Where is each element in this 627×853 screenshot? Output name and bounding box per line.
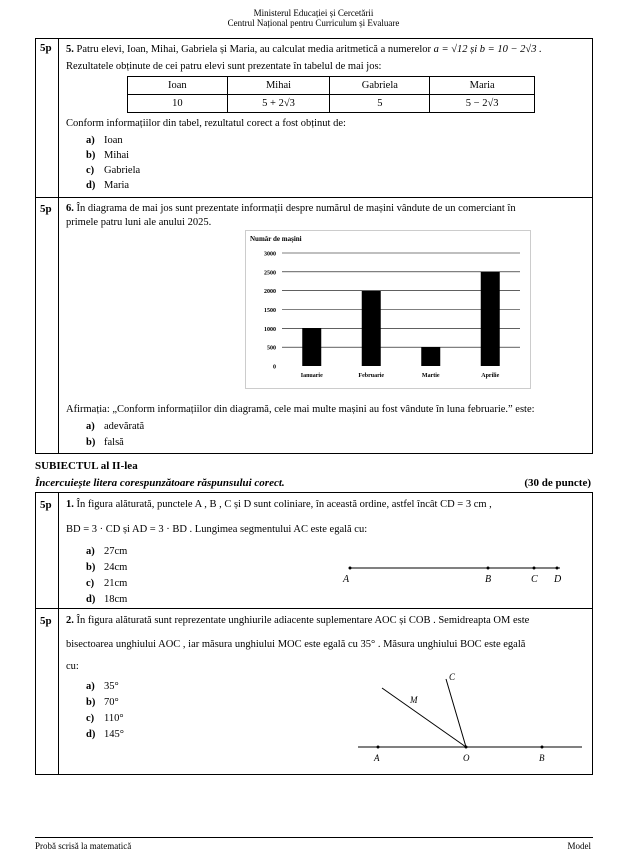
- ray-om: [382, 688, 466, 747]
- option-letter: a): [86, 546, 95, 557]
- s2q1-divider: [58, 492, 59, 609]
- y-tick-label: 500: [267, 345, 276, 352]
- s2q2-text-b: bisectoarea unghiului AOC , iar măsura unghiului MOC este egală cu 35° . Măsura unghiului BOC este egală: [66, 639, 526, 650]
- table-value-cell: 5 + 2√3: [227, 95, 330, 113]
- q6-divider: [58, 197, 59, 454]
- s2q2-text-a: În figura alăturată sunt reprezentate unghiurile adiacente suplementare AOC și COB . Semidreapta OM este: [76, 615, 530, 626]
- option-text: 35°: [104, 681, 119, 692]
- label-b: B: [485, 574, 492, 585]
- q5-divider: [58, 38, 59, 198]
- y-tick-label: 1500: [264, 308, 276, 314]
- table-header-cell: Ioan: [128, 77, 228, 95]
- option-letter: c): [86, 165, 95, 176]
- table-value-cell: 5 − 2√3: [430, 95, 535, 113]
- s2q1-points: 5p: [40, 499, 52, 511]
- table-value-cell: 10: [128, 95, 228, 113]
- option-letter: c): [86, 713, 95, 724]
- label-o: O: [463, 753, 470, 763]
- option-letter: a): [86, 421, 95, 432]
- s2q1-option-a[interactable]: [86, 545, 127, 558]
- x-tick-label: Martie: [421, 373, 440, 379]
- option-text: Mihai: [104, 150, 130, 161]
- q5-number: 5.: [66, 44, 74, 55]
- results-table: [127, 76, 535, 113]
- y-tick-label: 0: [273, 364, 276, 371]
- option-letter: b): [86, 150, 96, 161]
- s2q2-number: 2.: [66, 615, 74, 626]
- s2q2-option-a[interactable]: [86, 680, 119, 693]
- point-o: [465, 746, 468, 749]
- point-b: [541, 746, 544, 749]
- option-letter: b): [86, 562, 96, 573]
- option-text: Maria: [104, 180, 130, 191]
- s2q2-divider: [58, 608, 59, 775]
- option-letter: d): [86, 729, 96, 740]
- q6-number: 6.: [66, 203, 74, 214]
- q5-question: Conform informațiilor din tabel, rezultatul corect a fost obținut de:: [66, 118, 346, 129]
- bar-martie: [421, 347, 440, 366]
- ray-oc: [446, 679, 466, 747]
- s2q2-statement: [66, 614, 588, 627]
- q6-text-a: În diagrama de mai jos sunt prezentate informații despre numărul de mașini vândute de un comerciant în: [76, 203, 516, 214]
- s2q2-option-c[interactable]: [86, 712, 124, 725]
- q6-statement: [66, 202, 588, 215]
- option-text: Gabriela: [104, 165, 141, 176]
- q5-text-a: Patru elevi, Ioan, Mihai, Gabriela și Maria, au calculat media aritmetică a numerelor: [76, 44, 432, 55]
- section-instruction: Încercuiește litera corespunzătoare răspunsului corect.: [35, 477, 285, 489]
- y-tick-label: 2500: [264, 270, 276, 277]
- s2q1-option-d[interactable]: [86, 593, 127, 606]
- label-a: A: [343, 574, 350, 585]
- q6-option-b[interactable]: [86, 436, 124, 449]
- q5-option-c[interactable]: [86, 164, 140, 177]
- footer-rule: [35, 837, 593, 838]
- label-d: D: [554, 574, 562, 585]
- s2q1-option-b[interactable]: [86, 561, 127, 574]
- segment-figure: [335, 558, 575, 588]
- y-tick-label: 2000: [264, 289, 276, 296]
- chart-ylabel: Număr de mașini: [250, 235, 302, 243]
- bar-aprilie: [481, 272, 500, 366]
- s2q1-text-a: În figura alăturată, punctele A , B , C și D sunt coliniare, în această ordine, astfel încât CD = 3 cm ,: [76, 499, 492, 510]
- s2q2-points: 5p: [40, 615, 52, 627]
- q6-statement-claim: Afirmația: „Conform informațiilor din diagramă, cele mai multe mașini au fost vândute în luna februarie.” este:: [66, 404, 535, 415]
- label-c: C: [449, 672, 456, 682]
- option-letter: b): [86, 437, 96, 448]
- option-letter: d): [86, 180, 96, 191]
- label-m: M: [410, 695, 418, 705]
- bar-februarie: [362, 291, 381, 366]
- q5-points: 5p: [40, 42, 52, 54]
- x-tick-label: Aprilie: [481, 373, 500, 379]
- ministry-name: Ministerul Educației și Cercetării: [253, 8, 374, 18]
- label-c: C: [531, 574, 538, 585]
- q6-points: 5p: [40, 203, 52, 215]
- q5-formula: a = √12 și b = 10 − 2√3 .: [433, 44, 542, 55]
- q5-option-d[interactable]: [86, 179, 129, 192]
- y-tick-label: 3000: [264, 251, 276, 258]
- option-text: Ioan: [104, 135, 123, 146]
- point-a: [349, 567, 352, 570]
- q6-option-a[interactable]: [86, 420, 144, 433]
- option-text: 18cm: [104, 594, 128, 605]
- option-text: 27cm: [104, 546, 128, 557]
- bar-chart: [246, 231, 530, 388]
- s2q1-text-b: BD = 3 · CD și AD = 3 · BD . Lungimea segmentului AC este egală cu:: [66, 524, 368, 535]
- q6-text-b: primele patru luni ale anului 2025.: [66, 217, 212, 228]
- footer-right: Model: [567, 841, 591, 851]
- option-text: 24cm: [104, 562, 128, 573]
- q5-statement: [66, 43, 586, 56]
- s2q1-number: 1.: [66, 499, 74, 510]
- option-letter: c): [86, 578, 95, 589]
- angle-figure: [350, 665, 590, 770]
- option-text: falsă: [104, 437, 124, 448]
- section-title: SUBIECTUL al II-lea: [35, 460, 138, 472]
- center-name: Centrul Național pentru Curriculum și Evaluare: [227, 18, 400, 28]
- option-letter: a): [86, 681, 95, 692]
- bar-ianuarie: [302, 328, 321, 366]
- option-text: 110°: [104, 713, 124, 724]
- option-letter: d): [86, 594, 96, 605]
- point-c: [533, 567, 536, 570]
- option-letter: b): [86, 697, 96, 708]
- y-tick-label: 1000: [264, 326, 276, 333]
- q5-option-a[interactable]: [86, 134, 123, 147]
- table-header-cell: Maria: [430, 77, 535, 95]
- section-points: (30 de puncte): [524, 477, 591, 489]
- table-value-cell: 5: [330, 95, 430, 113]
- option-text: 145°: [104, 729, 124, 740]
- point-b: [487, 567, 490, 570]
- x-tick-label: Februarie: [358, 373, 385, 379]
- s2q1-statement: [66, 498, 588, 511]
- label-b: B: [539, 753, 545, 763]
- x-tick-label: Ianuarie: [300, 373, 323, 379]
- table-header-cell: Gabriela: [330, 77, 430, 95]
- option-text: 21cm: [104, 578, 128, 589]
- s2q2-text-c: cu:: [66, 661, 79, 672]
- q5-option-b[interactable]: [86, 149, 129, 162]
- table-header-cell: Mihai: [227, 77, 330, 95]
- option-text: adevărată: [104, 421, 145, 432]
- s2q2-option-d[interactable]: [86, 728, 124, 741]
- chart-frame: [245, 230, 531, 389]
- label-a: A: [374, 753, 380, 763]
- footer-left: Probă scrisă la matematică: [35, 841, 132, 851]
- s2q2-option-b[interactable]: [86, 696, 119, 709]
- option-letter: a): [86, 135, 95, 146]
- s2q1-option-c[interactable]: [86, 577, 127, 590]
- q5-text-b: Rezultatele obținute de cei patru elevi sunt prezentate în tabelul de mai jos:: [66, 61, 382, 72]
- option-text: 70°: [104, 697, 119, 708]
- point-d: [556, 567, 559, 570]
- point-a: [377, 746, 380, 749]
